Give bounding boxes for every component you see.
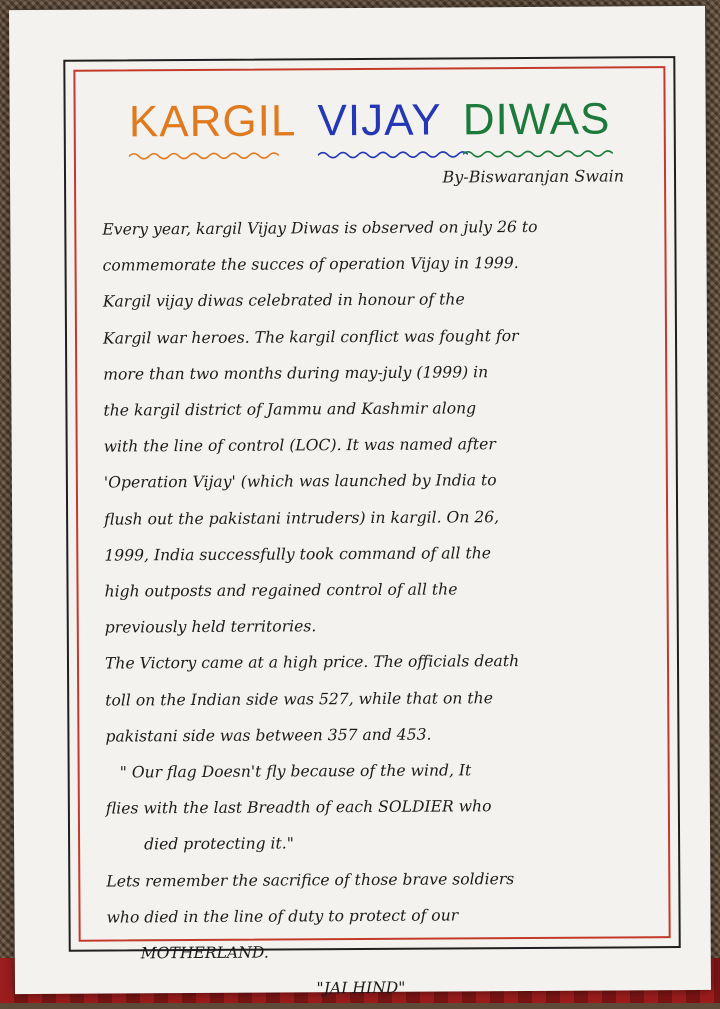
- vijay-underline: [318, 149, 468, 160]
- essay-line: The Victory came at a high price. The officials death: [104, 652, 520, 673]
- essay-line: Kargil vijay diwas celebrated in honour of the: [102, 290, 465, 311]
- essay-line: toll on the Indian side was 527, while that on the: [105, 688, 493, 710]
- closing-slogan: "JAI HIND": [316, 978, 406, 998]
- essay-line: previously held territories.: [104, 617, 317, 637]
- essay-line: the kargil district of Jammu and Kashmir along: [103, 399, 477, 420]
- title-word-vijay-text: VIJAY: [317, 95, 442, 146]
- outer-border: [63, 56, 680, 998]
- essay-line: Lets remember the sacrifice of those brave soldiers: [106, 869, 515, 891]
- essay-line: high outposts and regained control of all the: [104, 580, 458, 601]
- kargil-underline: [129, 150, 279, 161]
- essay-line: with the line of control (LOC). It was named after: [103, 435, 496, 456]
- title-word-kargil: [129, 96, 297, 147]
- essay-line: 'Operation Vijay' (which was launched by India to: [103, 471, 497, 492]
- essay-line: commemorate the succes of operation Vijay in 1999.: [102, 254, 519, 275]
- quote-line: died protecting it.": [144, 834, 294, 854]
- essay-line: 1999, India successfully took command of all the: [104, 544, 492, 565]
- title-word-diwas-text: DIWAS: [462, 94, 611, 145]
- inner-border: [73, 66, 670, 998]
- essay-line: Kargil war heroes. The kargil conflict was fought for: [102, 326, 519, 348]
- page-title: [76, 94, 664, 148]
- title-word-diwas: [463, 94, 611, 145]
- essay-body: [102, 208, 655, 1008]
- essay-line: MOTHERLAND.: [140, 943, 269, 963]
- title-word-vijay: [317, 95, 441, 146]
- quote-line: " Our flag Doesn't fly because of the wind, It: [119, 761, 472, 782]
- paper-sheet: [9, 6, 711, 998]
- author-byline: By-Biswaranjan Swain: [442, 166, 625, 187]
- essay-line: Every year, kargil Vijay Diwas is observed on july 26 to: [102, 217, 538, 239]
- essay-line: pakistani side was between 357 and 453.: [105, 725, 432, 746]
- essay-line: more than two months during may-july (1999) in: [103, 363, 489, 384]
- essay-line: flush out the pakistani intruders) in kargil. On 26,: [104, 507, 500, 529]
- title-word-kargil-text: KARGIL: [128, 96, 297, 147]
- diwas-underline: [463, 148, 613, 159]
- quote-line: flies with the last Breadth of each SOLDIER who: [105, 797, 492, 818]
- essay-line: who died in the line of duty to protect of our: [106, 906, 459, 927]
